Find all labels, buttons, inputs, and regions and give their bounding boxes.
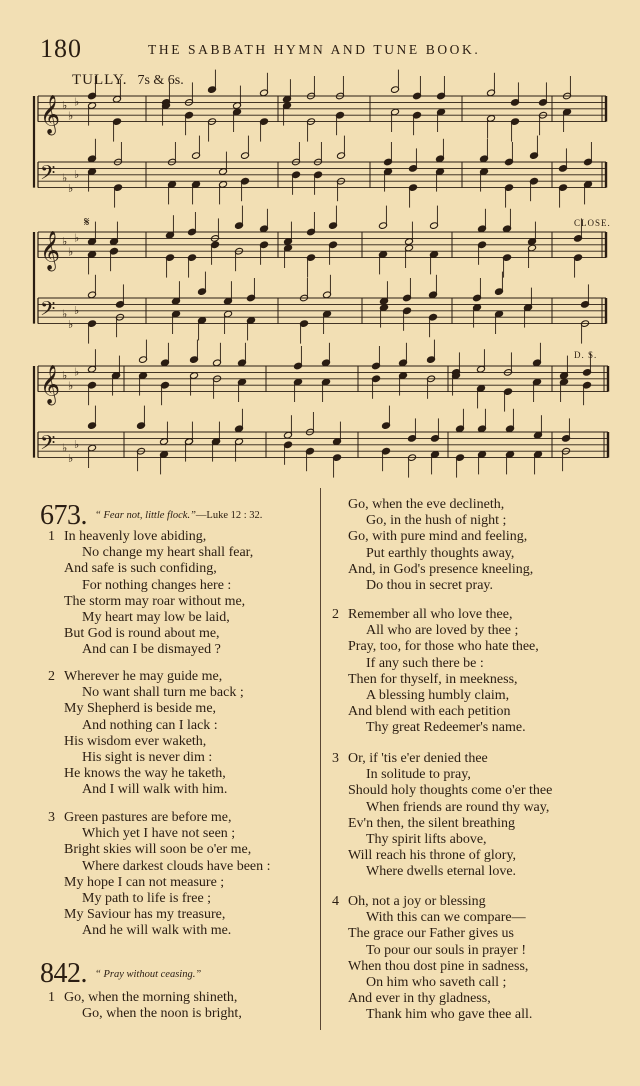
stanza-number: 3	[48, 810, 55, 825]
verse-line: His sight is never dim :	[82, 750, 213, 766]
verse-line: My Saviour has my treasure,	[64, 907, 226, 923]
verse-line: Go, when the eve declineth,	[348, 497, 505, 512]
verse-line: Thank him who gave thee all.	[366, 1007, 533, 1023]
treble-clef-icon: 𝄞	[40, 364, 61, 405]
ds-mark: D. S.	[574, 350, 598, 360]
verse-line: And blend with each petition	[348, 704, 511, 720]
verse-line: And, in God's presence kneeling,	[348, 561, 534, 577]
score-svg	[0, 0, 640, 480]
bass-clef-icon: 𝄢	[40, 431, 56, 460]
verse-line: Thy great Redeemer's name.	[366, 720, 526, 736]
verse-line: Ev'n then, the silent breathing	[348, 815, 515, 831]
verse-line: Go, when the morning shineth,	[64, 990, 238, 1005]
verse-line: Where dwells eternal love.	[366, 864, 517, 880]
flat-sign-icon: ♭	[74, 167, 80, 181]
flat-sign-icon: ♭	[68, 451, 74, 465]
flat-sign-icon: ♭	[74, 303, 80, 317]
verse-line: The storm may roar without me,	[64, 593, 246, 609]
flat-sign-icon: ♭	[62, 441, 68, 455]
verse-line: Green pastures are before me,	[64, 810, 232, 825]
verse-line: When thou dost pine in sadness,	[348, 958, 529, 974]
verse-line: Which yet I have not seen ;	[82, 826, 236, 842]
flat-sign-icon: ♭	[62, 369, 68, 383]
hymn-epigraph: “ Fear not, little flock.”	[95, 510, 196, 522]
verse-line: My Shepherd is beside me,	[64, 701, 217, 717]
stanza-number: 3	[332, 751, 339, 766]
page-number: 180	[40, 34, 82, 63]
hymn-number: 673.	[40, 500, 87, 531]
verse-line: Do thou in secret pray.	[366, 578, 493, 594]
verse-line: Then for thyself, in meekness,	[348, 671, 518, 687]
verse-line: My hope I can not measure ;	[64, 874, 225, 890]
verse-line: Pray, too, for those who hate thee,	[348, 639, 539, 655]
verse-line: Or, if 'tis e'er denied thee	[348, 751, 488, 766]
verse-line: Will reach his throne of glory,	[348, 848, 517, 864]
verse-line: A blessing humbly claim,	[366, 688, 510, 704]
verse-line: And he will walk with me.	[82, 923, 232, 939]
tune-name: TULLY.	[72, 72, 128, 88]
hymn-number: 842.	[40, 958, 87, 989]
verse-line: Thy spirit lifts above,	[366, 832, 487, 848]
flat-sign-icon: ♭	[68, 181, 74, 195]
stanza	[332, 751, 553, 881]
verse-line: No want shall turn me back ;	[82, 685, 244, 701]
column-divider	[320, 488, 321, 1030]
verse-line: And can I be dismayed ?	[82, 642, 221, 658]
stanza-number: 1	[48, 990, 55, 1005]
verse-line: But God is round about me,	[64, 626, 220, 642]
verse-line: Go, in the hush of night ;	[366, 513, 507, 529]
flat-sign-icon: ♭	[68, 109, 74, 123]
flat-sign-icon: ♭	[62, 235, 68, 249]
close-mark: CLOSE.	[574, 218, 611, 228]
verse-line: My path to life is free ;	[82, 891, 212, 907]
hymn-reference: —Luke 12 : 32.	[195, 510, 263, 522]
verse-line: To pour our souls in prayer !	[366, 942, 526, 958]
verse-line: In solitude to pray,	[366, 767, 471, 783]
treble-clef-icon: 𝄞	[40, 230, 61, 271]
flat-sign-icon: ♭	[62, 99, 68, 113]
verse-line: His wisdom ever waketh,	[64, 733, 207, 749]
bass-clef-icon: 𝄢	[40, 161, 56, 190]
verse-line: If any such there be :	[366, 655, 484, 671]
flat-sign-icon: ♭	[68, 379, 74, 393]
treble-clef-icon: 𝄞	[40, 94, 61, 135]
verse-line: The grace our Father gives us	[348, 926, 514, 942]
flat-sign-icon: ♭	[68, 317, 74, 331]
stanza-number: 1	[48, 529, 55, 544]
verse-line: Where darkest clouds have been :	[82, 858, 271, 874]
verse-line: Remember all who love thee,	[348, 607, 513, 622]
hymn-673-heading	[40, 500, 262, 532]
hymn-842-heading	[40, 958, 201, 990]
verse-line: No change my heart shall fear,	[82, 545, 254, 561]
flat-sign-icon: ♭	[74, 231, 80, 245]
tune-meter: 7s & 6s.	[137, 73, 184, 88]
verse-line: With this can we compare—	[366, 910, 526, 926]
stanza	[48, 529, 254, 659]
segno-icon: 𝄋	[84, 215, 90, 230]
verse-line: Bright skies will soon be o'er me,	[64, 842, 252, 858]
flat-sign-icon: ♭	[68, 245, 74, 259]
verse-line: He knows the way he taketh,	[64, 766, 226, 782]
stanza	[332, 607, 539, 737]
verse-line: And safe is such confiding,	[64, 561, 217, 577]
verse-line: And nothing can I lack :	[82, 717, 218, 733]
verse-line: On him who saveth call ;	[366, 975, 507, 991]
verse-line: Wherever he may guide me,	[64, 669, 223, 684]
verse-line: And ever in thy gladness,	[348, 991, 491, 1007]
stanza-number: 2	[48, 669, 55, 684]
verse-line: Go, when the noon is bright,	[82, 1006, 242, 1022]
flat-sign-icon: ♭	[74, 437, 80, 451]
verse-line: And I will walk with him.	[82, 782, 228, 798]
running-title: THE SABBATH HYMN AND TUNE BOOK.	[148, 42, 481, 57]
verse-line: My heart may low be laid,	[82, 610, 230, 626]
stanza	[48, 810, 271, 940]
bass-clef-icon: 𝄢	[40, 297, 56, 326]
stanza	[332, 894, 533, 1024]
verse-line: Go, with pure mind and feeling,	[348, 529, 528, 545]
verse-line: Put earthly thoughts away,	[366, 545, 515, 561]
stanza-continued	[348, 497, 533, 594]
verse-line: For nothing changes here :	[82, 577, 232, 593]
verse-line: Oh, not a joy or blessing	[348, 894, 486, 909]
flat-sign-icon: ♭	[62, 307, 68, 321]
stanza-number: 2	[332, 607, 339, 622]
flat-sign-icon: ♭	[74, 95, 80, 109]
stanza-number: 4	[332, 894, 339, 909]
flat-sign-icon: ♭	[74, 365, 80, 379]
music-score	[0, 0, 640, 480]
verse-line: Should holy thoughts come o'er thee	[348, 783, 553, 799]
verse-line: All who are loved by thee ;	[366, 623, 519, 639]
stanza	[48, 990, 242, 1022]
hymn-epigraph: “ Pray without ceasing.”	[95, 968, 202, 980]
stanza	[48, 669, 244, 799]
verse-line: When friends are round thy way,	[366, 799, 550, 815]
flat-sign-icon: ♭	[62, 171, 68, 185]
verse-line: In heavenly love abiding,	[64, 529, 207, 544]
